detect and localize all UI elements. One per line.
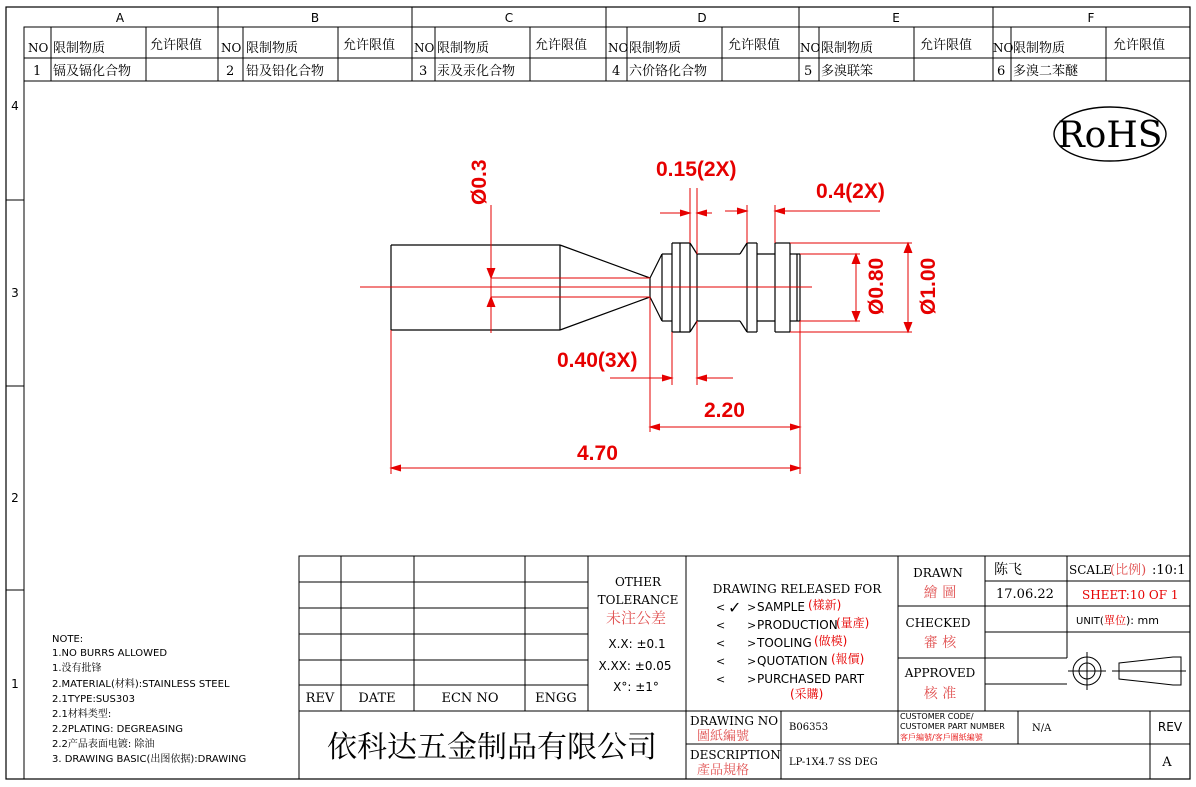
notes	[52, 634, 246, 765]
release-check-icon: ✓	[728, 598, 742, 617]
rev-value: A	[1162, 755, 1172, 770]
tol-title-2: TOLERANCE	[597, 593, 679, 607]
unit-cn: 單位	[1104, 614, 1126, 627]
hdr-limit-3: 允许限值	[535, 38, 588, 53]
item-no-5: 5	[804, 64, 813, 79]
unit-value: ): mm	[1126, 614, 1159, 627]
scale-cn: (比例)	[1110, 563, 1147, 578]
hdr-substance-4: 限制物质	[629, 41, 682, 56]
note-1: 1.NO BURRS ALLOWED	[52, 648, 168, 659]
note-8: 3. DRAWING BASIC(出图依据):DRAWING	[52, 754, 247, 765]
zone-col-a: A	[115, 11, 125, 25]
dim-4-70: 4.70	[577, 442, 618, 465]
svg-text:>: >	[747, 619, 757, 632]
note-3: 2.MATERIAL(材料):STAINLESS STEEL	[52, 679, 230, 690]
svg-text:>: >	[747, 601, 757, 614]
zone-row-4: 4	[11, 99, 19, 113]
release-quotation: QUOTATION	[757, 654, 828, 668]
svg-text:>: >	[747, 655, 757, 668]
tol-xx: X.X: ±0.1	[608, 637, 666, 651]
zone-col-b: B	[310, 11, 320, 25]
dimension-lines	[360, 188, 912, 474]
description-label: DESCRIPTION	[690, 748, 781, 762]
item-substance-2: 铅及铅化合物	[246, 64, 325, 79]
dim-dia-0-3: Ø0.3	[468, 159, 491, 205]
note-7: 2.2产品表面电镀: 除油	[52, 739, 155, 750]
hdr-substance-6: 限制物质	[1013, 41, 1066, 56]
item-substance-5: 多溴联笨	[821, 64, 874, 79]
projection-symbol-icon	[1068, 652, 1186, 690]
tol-xxx: X.XX: ±0.05	[598, 659, 672, 673]
zone-col-c: C	[504, 11, 514, 25]
unit-label: UNIT(	[1076, 616, 1104, 627]
zone-row-3: 3	[11, 286, 19, 300]
tol-title-cn: 未注公差	[605, 609, 667, 627]
note-5: 2.1材料类型:	[52, 709, 112, 720]
svg-text:>: >	[747, 673, 757, 686]
release-sample-cn: (樣新)	[808, 598, 842, 612]
zone-rows	[6, 99, 24, 691]
hdr-limit-1: 允许限值	[150, 38, 203, 53]
hdr-substance-5: 限制物质	[821, 41, 874, 56]
rev-label: REV	[1157, 720, 1183, 734]
svg-text:<: <	[716, 655, 726, 668]
drawing-no-label: DRAWING NO	[690, 714, 779, 728]
tolerance-block	[598, 575, 679, 694]
dim-dia-0-80: Ø0.80	[865, 257, 888, 315]
release-production-cn: (量產)	[836, 616, 870, 630]
item-no-4: 4	[612, 64, 621, 79]
hdr-no-6: NO	[993, 41, 1014, 55]
zone-col-d: D	[697, 11, 707, 25]
sheet-label: SHEET:10 OF 1	[1082, 588, 1179, 602]
customer-code-label-2: CUSTOMER PART NUMBER	[900, 722, 1005, 731]
item-no-2: 2	[226, 64, 235, 79]
item-substance-1: 镉及镉化合物	[53, 64, 132, 79]
rohs-mark	[1054, 107, 1166, 161]
item-substance-4: 六价铬化合物	[629, 64, 708, 79]
zone-col-e: E	[892, 11, 900, 25]
note-4: 2.1TYPE:SUS303	[52, 694, 135, 705]
hdr-no-3: NO	[414, 41, 435, 55]
approved-cn: 核 准	[923, 686, 957, 702]
zone-row-2: 2	[11, 491, 19, 505]
engg-header: ENGG	[535, 691, 577, 706]
zone-row-1: 1	[11, 677, 19, 691]
hdr-substance-2: 限制物质	[246, 41, 299, 56]
note-0: NOTE:	[52, 634, 84, 645]
scale-label: SCALE	[1069, 563, 1112, 577]
hdr-limit-2: 允许限值	[343, 38, 396, 53]
svg-text:<: <	[716, 637, 726, 650]
date-header: DATE	[358, 691, 396, 706]
release-title: DRAWING RELEASED FOR	[712, 582, 882, 596]
customer-code-label-1: CUSTOMER CODE/	[900, 712, 974, 721]
hdr-limit-5: 允许限值	[920, 38, 973, 53]
hdr-limit-6: 允许限值	[1113, 38, 1166, 53]
svg-text:<: <	[716, 601, 726, 614]
hdr-no-1: NO	[28, 41, 49, 55]
release-block	[713, 582, 883, 701]
description-value: LP-1X4.7 SS DEG	[789, 757, 878, 768]
dim-0-4-2x: 0.4(2X)	[816, 180, 885, 203]
hdr-limit-4: 允许限值	[728, 38, 781, 53]
hdr-substance-1: 限制物质	[53, 41, 106, 56]
note-6: 2.2PLATING: DEGREASING	[52, 724, 184, 735]
release-production: PRODUCTION	[757, 618, 838, 632]
release-tooling: TOOLING	[757, 636, 812, 650]
release-sample: SAMPLE	[757, 600, 805, 614]
zone-columns	[116, 7, 1095, 27]
drawn-label: DRAWN	[913, 566, 963, 580]
release-quotation-cn: (報價)	[831, 652, 865, 666]
description-cn: 產品規格	[697, 763, 750, 778]
dim-0-15-2x: 0.15(2X)	[656, 158, 737, 181]
scale-value: :10:1	[1152, 563, 1186, 578]
drawn-by: 陈飞	[994, 562, 1022, 578]
svg-text:<: <	[716, 619, 726, 632]
item-no-6: 6	[997, 64, 1006, 79]
dim-0-40-3x: 0.40(3X)	[557, 349, 638, 372]
dim-dia-1-00: Ø1.00	[917, 257, 940, 315]
approved-label: APPROVED	[904, 666, 976, 680]
hdr-no-4: NO	[608, 41, 629, 55]
rev-header: REV	[305, 691, 335, 706]
svg-text:<: <	[716, 673, 726, 686]
company-name: 依科达五金制品有限公司	[327, 730, 657, 765]
zone-col-f: F	[1087, 11, 1095, 25]
rohs-label: RoHS	[1057, 115, 1163, 156]
note-2: 1.没有批锋	[52, 663, 102, 674]
svg-text:>: >	[747, 637, 757, 650]
hdr-substance-3: 限制物质	[437, 41, 490, 56]
release-purchased-cn: (采購)	[790, 687, 824, 701]
customer-code-cn: 客戶編號/客戶圖紙編號	[900, 733, 983, 742]
ecn-header: ECN NO	[441, 691, 499, 706]
restricted-substances-table	[24, 27, 1190, 81]
checked-cn: 審 核	[923, 635, 957, 651]
tol-title-1: OTHER	[614, 575, 662, 589]
item-no-3: 3	[419, 64, 428, 79]
item-substance-6: 多溴二苯醚	[1013, 64, 1079, 79]
drawn-date: 17.06.22	[996, 587, 1054, 602]
item-no-1: 1	[33, 64, 42, 79]
drawn-cn: 繪 圖	[923, 585, 957, 601]
release-purchased: PURCHASED PART	[757, 672, 865, 686]
dim-2-20: 2.20	[704, 399, 745, 422]
checked-label: CHECKED	[905, 616, 971, 630]
tol-deg: X°: ±1°	[613, 680, 659, 694]
release-tooling-cn: (做模)	[814, 634, 848, 648]
customer-code-value: N/A	[1032, 723, 1052, 734]
drawing-no-value: B06353	[789, 722, 829, 733]
hdr-no-5: NO	[800, 41, 821, 55]
hdr-no-2: NO	[221, 41, 242, 55]
drawing-no-cn: 圖紙編號	[697, 729, 750, 744]
item-substance-3: 汞及汞化合物	[437, 64, 516, 79]
